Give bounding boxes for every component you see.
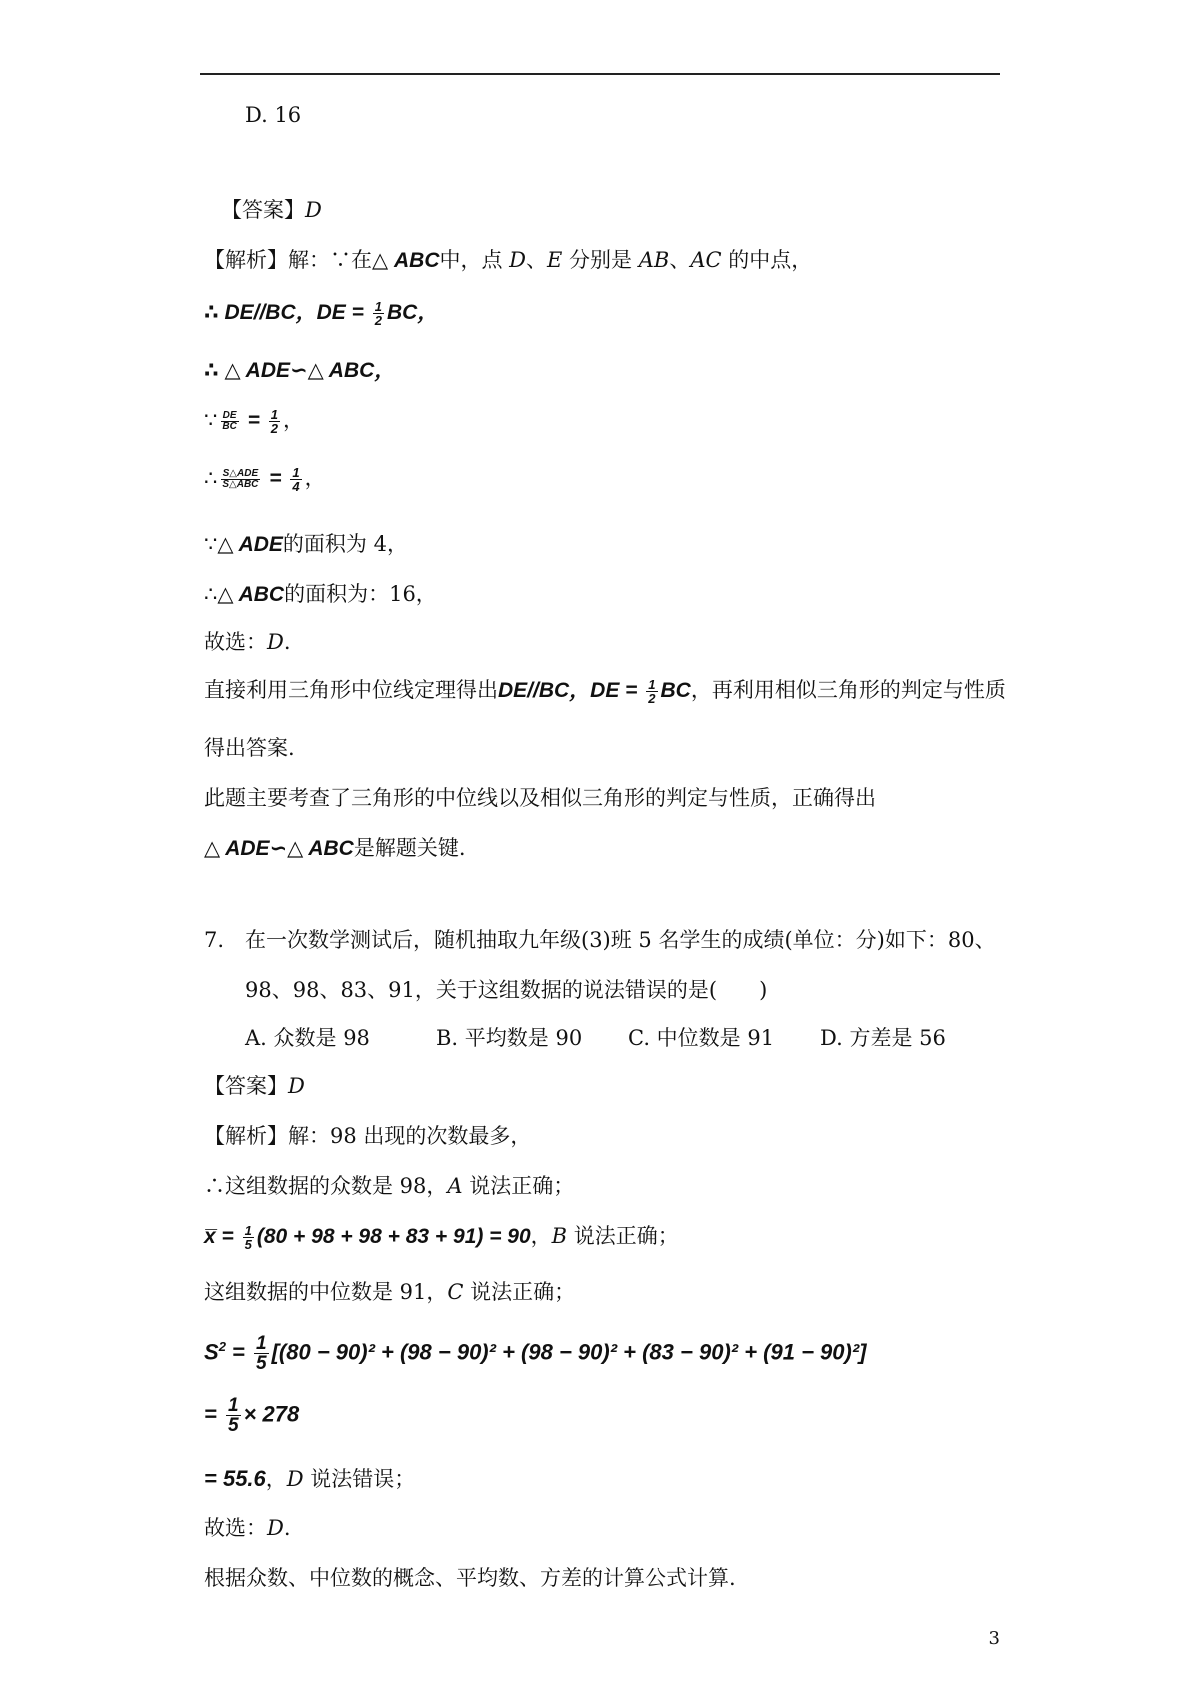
analysis-label: 【解析】 xyxy=(204,248,288,272)
math: ∴ DE//BC，DE = xyxy=(204,301,370,325)
text: 说法正确； xyxy=(462,1174,575,1198)
denominator: S△ABC xyxy=(222,479,259,490)
fraction xyxy=(254,1334,269,1373)
text: ， xyxy=(530,1224,552,1248)
option-d-prev: D. 16 xyxy=(245,103,302,127)
text: 故选： xyxy=(204,1516,267,1540)
denominator: 5 xyxy=(227,1415,239,1436)
text: . xyxy=(283,1516,291,1540)
q7-analysis-line7 xyxy=(204,1466,415,1492)
q7-analysis-line6 xyxy=(204,1396,299,1435)
q7-option-c: C. 中位数是 91 xyxy=(628,1026,775,1050)
q7-number: 7. xyxy=(204,928,225,952)
var-ab: AB xyxy=(638,248,670,272)
numerator: DE xyxy=(222,410,237,421)
q7-analysis-line2 xyxy=(204,1174,574,1199)
var-d: D xyxy=(267,1516,284,1540)
text: ，再利用相似三角形的判定与性质 xyxy=(690,678,1006,702)
therefore-symbol: ∴ xyxy=(204,466,218,490)
denominator: 5 xyxy=(244,1237,252,1252)
math: (80 + 98 + 98 + 83 + 91) = 90 xyxy=(256,1225,531,1248)
q7-option-d: D. 方差是 56 xyxy=(820,1026,946,1050)
text: 说法正确； xyxy=(567,1224,679,1248)
denominator: 5 xyxy=(256,1353,267,1374)
answer-label: 【答案】 xyxy=(204,1074,288,1098)
math-triangle: △ ABC xyxy=(372,249,440,272)
text: 分别是 xyxy=(562,248,639,272)
q6-analysis-line8 xyxy=(204,630,291,655)
q6-comment-line1 xyxy=(204,678,1006,705)
text: 说法错误； xyxy=(303,1467,416,1491)
math: BC， xyxy=(386,301,439,325)
q7-analysis-line4 xyxy=(204,1280,575,1305)
text: . xyxy=(283,630,291,654)
q7-option-a: A. 众数是 98 xyxy=(245,1026,370,1050)
var-a: A xyxy=(447,1174,463,1198)
math-triangle: △ ABC xyxy=(217,583,285,606)
denominator: 2 xyxy=(270,421,278,436)
var-d: D xyxy=(267,630,284,654)
math-triangle: △ ADE xyxy=(217,533,283,556)
text: 解：98 出现的次数最多， xyxy=(288,1124,532,1148)
fraction xyxy=(373,300,384,327)
numerator: 1 xyxy=(256,1333,267,1354)
text: ， xyxy=(265,1467,287,1491)
q7-analysis-line3 xyxy=(204,1224,679,1251)
var-d: D xyxy=(286,1467,304,1491)
denominator: BC xyxy=(222,421,237,432)
text: 的中点， xyxy=(721,248,813,272)
fraction xyxy=(290,466,301,493)
denominator: 2 xyxy=(374,313,382,328)
var-ac: AC xyxy=(690,248,722,272)
denominator: 4 xyxy=(292,479,300,494)
q6-comment-line4 xyxy=(204,836,466,861)
math: x̅ = xyxy=(204,1225,240,1248)
text: ∴这组数据的众数是 98， xyxy=(204,1174,448,1198)
numerator: 1 xyxy=(292,465,300,480)
numerator: 1 xyxy=(270,407,278,422)
text: 中，点 xyxy=(439,248,510,272)
math: [(80 − 90)² + (98 − 90)² + (98 − 90)² + (83 − 90)² + (91 − 90)²] xyxy=(271,1339,867,1365)
superscript: 2 xyxy=(218,1338,226,1354)
fraction xyxy=(220,469,260,490)
q7-stem-line1: 在一次数学测试后，随机抽取九年级(3)班 5 名学生的成绩(单位：分)如下：80、 xyxy=(245,928,996,952)
math: DE//BC，DE = xyxy=(498,679,644,702)
q6-analysis-line4 xyxy=(204,408,304,435)
math: = xyxy=(263,467,288,490)
numerator: 1 xyxy=(374,299,382,314)
q6-answer xyxy=(221,198,322,223)
text: ， xyxy=(283,408,304,432)
therefore-symbol: ∴ xyxy=(204,582,218,606)
q6-analysis-line5 xyxy=(204,466,326,493)
q7-answer xyxy=(204,1074,305,1099)
text: 、 xyxy=(526,248,548,272)
answer-label: 【答案】 xyxy=(221,198,305,222)
answer-value: D xyxy=(288,1074,305,1098)
q6-comment-line3: 此题主要考查了三角形的中位线以及相似三角形的判定与性质，正确得出 xyxy=(204,786,876,810)
page-number: 3 xyxy=(988,1628,1000,1649)
math: × 278 xyxy=(243,1401,300,1427)
text: 、 xyxy=(669,248,691,272)
answer-value: D xyxy=(305,198,322,222)
math: = xyxy=(225,1339,251,1365)
q7-stem-line2: 98、98、83、91，关于这组数据的说法错误的是( ) xyxy=(245,978,768,1002)
math: S xyxy=(204,1339,219,1365)
because-symbol: ∵ xyxy=(204,408,218,432)
q6-analysis-line2 xyxy=(204,300,438,327)
numerator: 1 xyxy=(227,1395,239,1416)
text: ， xyxy=(304,466,326,490)
text: 的面积为：16， xyxy=(284,582,437,606)
var-c: C xyxy=(447,1280,464,1304)
text: 是解题关键. xyxy=(353,836,466,860)
denominator: 2 xyxy=(648,691,656,706)
fraction xyxy=(646,678,657,705)
text: 解：∵在 xyxy=(288,248,372,272)
text: 这组数据的中位数是 91， xyxy=(204,1280,448,1304)
math: = 55.6 xyxy=(204,1466,266,1491)
header-rule xyxy=(200,73,1000,75)
var-e: E xyxy=(547,248,563,272)
because-symbol: ∵ xyxy=(204,532,218,556)
fraction xyxy=(226,1396,241,1435)
text: 直接利用三角形中位线定理得出 xyxy=(204,678,498,702)
math: BC xyxy=(660,679,691,702)
math: △ ADE∽△ ABC xyxy=(204,837,354,860)
fraction xyxy=(243,1224,254,1251)
text: 说法正确； xyxy=(463,1280,576,1304)
math: = xyxy=(204,1401,223,1427)
q7-option-b: B. 平均数是 90 xyxy=(436,1026,583,1050)
q7-analysis-line5 xyxy=(204,1334,866,1373)
q7-analysis-line8 xyxy=(204,1516,291,1541)
text: 故选： xyxy=(204,630,267,654)
q6-analysis-line6 xyxy=(204,532,408,557)
q6-analysis-line7 xyxy=(204,582,437,607)
numerator: 1 xyxy=(648,677,656,692)
q6-comment-line2: 得出答案. xyxy=(204,736,295,760)
numerator: 1 xyxy=(244,1223,252,1238)
q6-analysis-line1 xyxy=(204,248,812,273)
math: = xyxy=(241,409,266,432)
numerator: S△ADE xyxy=(222,468,259,479)
fraction xyxy=(220,411,238,432)
analysis-label: 【解析】 xyxy=(204,1124,288,1148)
text: 的面积为 4， xyxy=(282,532,408,556)
var-b: B xyxy=(551,1224,568,1248)
q6-analysis-line3: ∴ △ ADE∽△ ABC， xyxy=(204,359,396,382)
fraction xyxy=(269,408,280,435)
q7-comment: 根据众数、中位数的概念、平均数、方差的计算公式计算. xyxy=(204,1566,736,1590)
q7-analysis-line1 xyxy=(204,1124,531,1149)
var-d: D xyxy=(509,248,527,272)
